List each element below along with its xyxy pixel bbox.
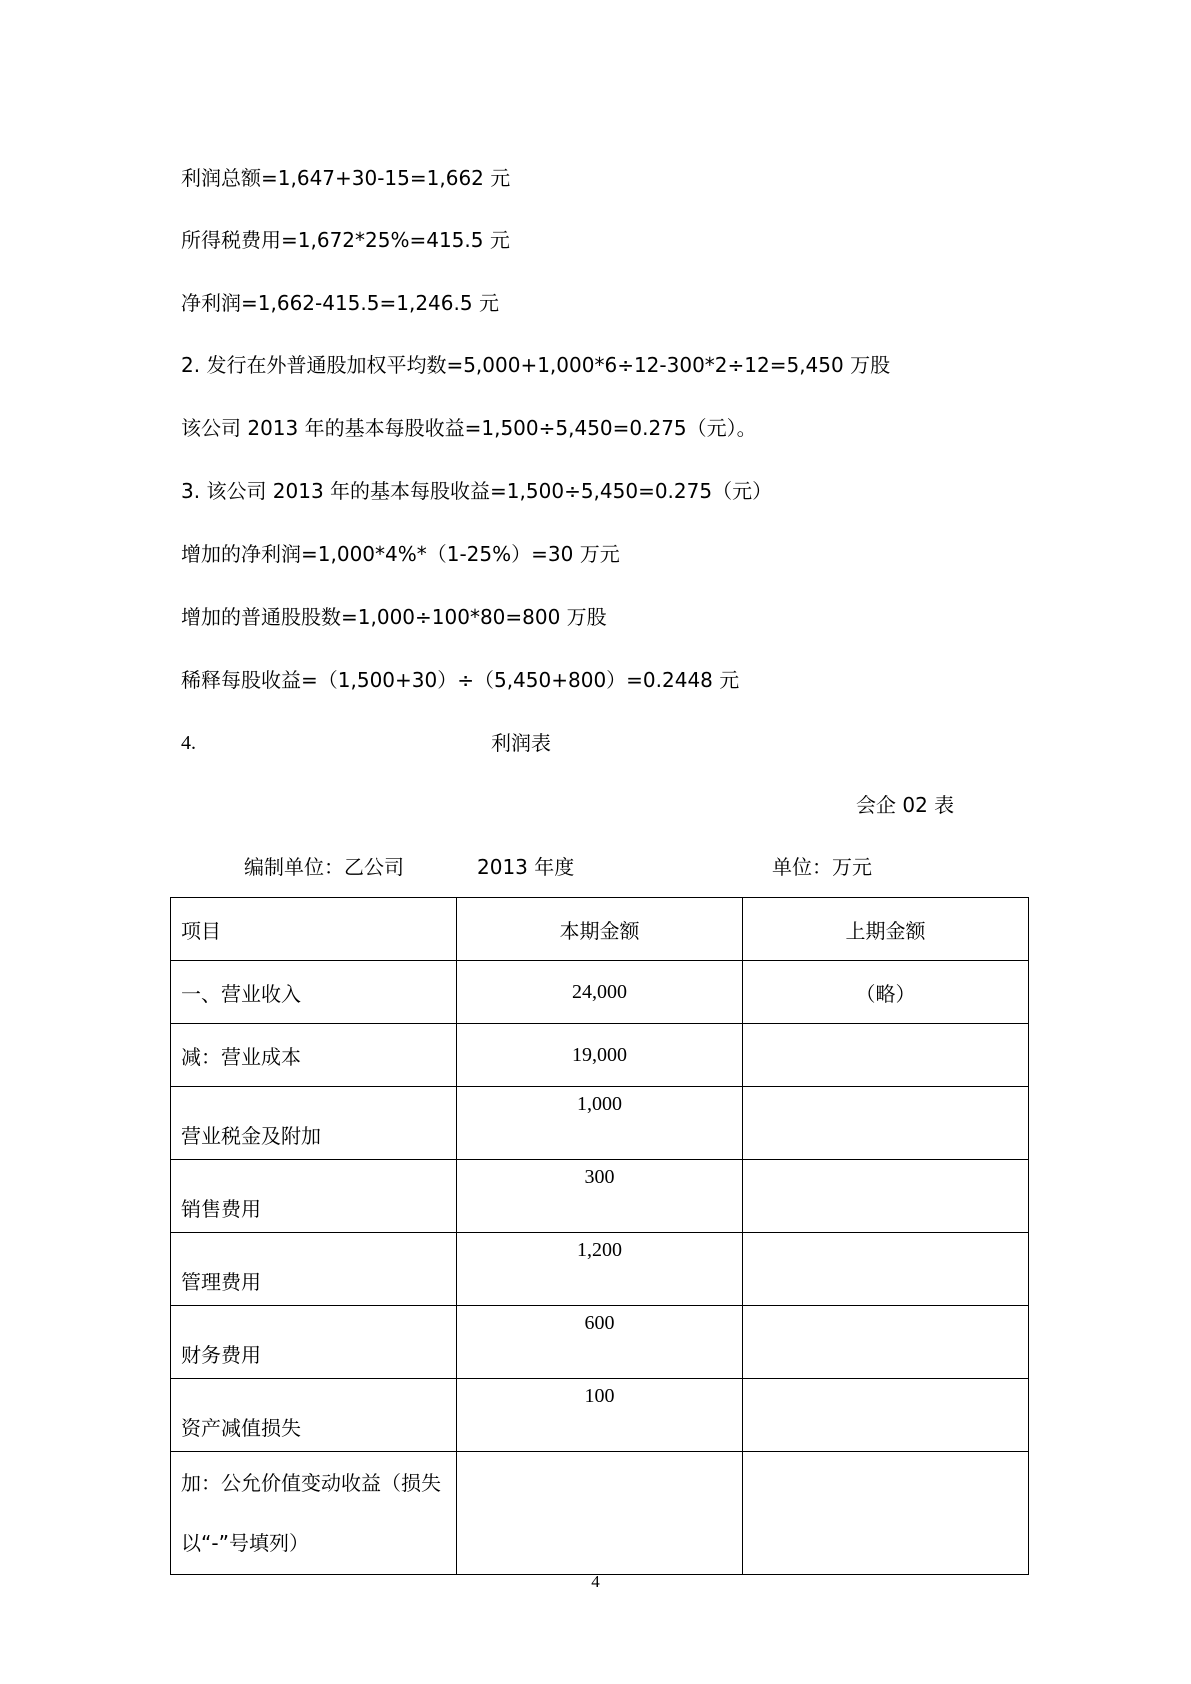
table-row bbox=[171, 1306, 1029, 1379]
calc-line-added-net-profit: 增加的净利润=1,000*4%*（1-25%）=30 万元 bbox=[181, 542, 620, 566]
row-previous bbox=[743, 1087, 1029, 1160]
row-item: 一、营业收入 bbox=[171, 961, 457, 1024]
table-row bbox=[171, 1379, 1029, 1452]
row-current: 300 bbox=[457, 1160, 743, 1233]
row-current: 19,000 bbox=[457, 1024, 743, 1087]
calc-line-net-profit: 净利润=1,662-415.5=1,246.5 元 bbox=[181, 291, 499, 315]
row-previous: （略） bbox=[743, 961, 1029, 1024]
row-item: 管理费用 bbox=[171, 1233, 457, 1306]
table-row bbox=[171, 1452, 1029, 1575]
calc-line-weighted-shares: 2. 发行在外普通股加权平均数=5,000+1,000*6÷12-300*2÷12=5,450 万股 bbox=[181, 353, 891, 377]
row-previous bbox=[743, 1024, 1029, 1087]
row-item: 财务费用 bbox=[171, 1306, 457, 1379]
calc-line-total-profit: 利润总额=1,647+30-15=1,662 元 bbox=[181, 166, 511, 190]
row-current: 100 bbox=[457, 1379, 743, 1452]
income-statement-table bbox=[170, 897, 1029, 1575]
row-previous bbox=[743, 1379, 1029, 1452]
table-row bbox=[171, 1024, 1029, 1087]
calc-line-added-shares: 增加的普通股股数=1,000÷100*80=800 万股 bbox=[181, 605, 607, 629]
calc-line-income-tax: 所得税费用=1,672*25%=415.5 元 bbox=[181, 228, 510, 252]
row-current: 24,000 bbox=[457, 961, 743, 1024]
table-row bbox=[171, 1233, 1029, 1306]
header-current: 本期金额 bbox=[457, 898, 743, 961]
table-row bbox=[171, 961, 1029, 1024]
row-item: 加：公允价值变动收益（损失以“-”号填列） bbox=[171, 1452, 457, 1575]
row-item: 减：营业成本 bbox=[171, 1024, 457, 1087]
row-item: 资产减值损失 bbox=[171, 1379, 457, 1452]
section-number: 4. bbox=[181, 732, 196, 754]
table-header-row bbox=[171, 898, 1029, 961]
row-current: 1,200 bbox=[457, 1233, 743, 1306]
row-item: 营业税金及附加 bbox=[171, 1087, 457, 1160]
header-previous: 上期金额 bbox=[743, 898, 1029, 961]
row-previous bbox=[743, 1452, 1029, 1575]
row-previous bbox=[743, 1160, 1029, 1233]
row-previous bbox=[743, 1306, 1029, 1379]
calc-line-basic-eps-3: 3. 该公司 2013 年的基本每股收益=1,500÷5,450=0.275（元） bbox=[181, 479, 773, 503]
calc-line-basic-eps: 该公司 2013 年的基本每股收益=1,500÷5,450=0.275（元）。 bbox=[181, 416, 757, 440]
row-current: 600 bbox=[457, 1306, 743, 1379]
table-row bbox=[171, 1087, 1029, 1160]
row-item: 销售费用 bbox=[171, 1160, 457, 1233]
row-current bbox=[457, 1452, 743, 1575]
preparer-unit: 编制单位：乙公司 bbox=[244, 855, 404, 879]
header-item: 项目 bbox=[171, 898, 457, 961]
statement-title: 利润表 bbox=[491, 731, 551, 755]
page-number: 4 bbox=[591, 1572, 600, 1591]
row-current: 1,000 bbox=[457, 1087, 743, 1160]
fiscal-year: 2013 年度 bbox=[477, 855, 575, 879]
table-row bbox=[171, 1160, 1029, 1233]
form-code: 会企 02 表 bbox=[856, 793, 955, 817]
row-previous bbox=[743, 1233, 1029, 1306]
currency-unit: 单位：万元 bbox=[772, 855, 872, 879]
calc-line-diluted-eps: 稀释每股收益=（1,500+30）÷（5,450+800）=0.2448 元 bbox=[181, 668, 740, 692]
